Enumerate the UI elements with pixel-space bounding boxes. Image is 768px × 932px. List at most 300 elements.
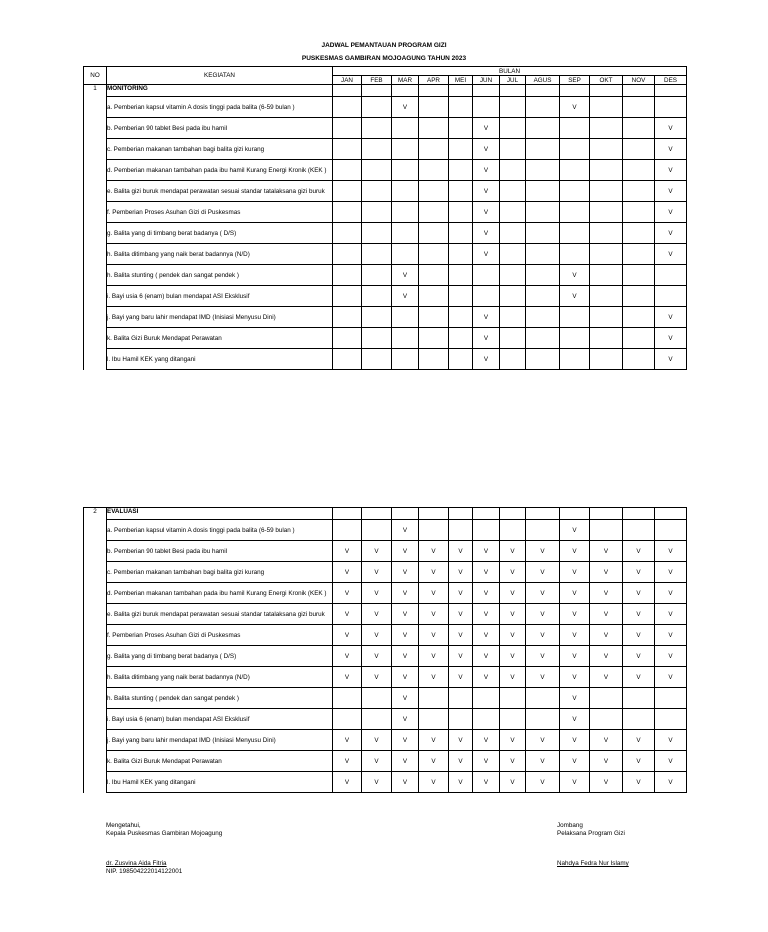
schedule-mark: V [362, 646, 392, 667]
schedule-mark: V [655, 541, 687, 562]
schedule-mark [500, 349, 526, 370]
schedule-mark [590, 118, 623, 139]
head-nip: NIP. 198504222014122001 [106, 868, 183, 875]
schedule-mark [392, 244, 419, 265]
schedule-mark: V [500, 604, 526, 625]
schedule-mark [449, 520, 473, 541]
schedule-mark [473, 520, 500, 541]
schedule-mark [419, 97, 449, 118]
schedule-mark [590, 139, 623, 160]
schedule-mark [392, 307, 419, 328]
schedule-mark [449, 160, 473, 181]
schedule-mark: V [362, 730, 392, 751]
schedule-mark: V [500, 646, 526, 667]
schedule-mark: V [560, 520, 590, 541]
schedule-mark: V [560, 97, 590, 118]
schedule-mark: V [392, 562, 419, 583]
schedule-mark: V [560, 709, 590, 730]
schedule-mark [449, 97, 473, 118]
schedule-mark [362, 118, 392, 139]
month-cell [623, 85, 655, 97]
schedule-mark: V [449, 751, 473, 772]
table-row [84, 139, 687, 160]
monitoring-table [83, 66, 687, 370]
row-number-cell [84, 286, 107, 307]
schedule-mark: V [655, 646, 687, 667]
schedule-mark [623, 520, 655, 541]
schedule-mark [500, 202, 526, 223]
schedule-mark [526, 160, 560, 181]
section-number: 1 [84, 85, 107, 97]
table-row [84, 307, 687, 328]
schedule-mark [500, 139, 526, 160]
schedule-mark: V [473, 562, 500, 583]
schedule-mark [473, 688, 500, 709]
schedule-mark: V [473, 646, 500, 667]
schedule-mark: V [362, 667, 392, 688]
schedule-mark: V [362, 604, 392, 625]
schedule-mark [560, 139, 590, 160]
activity-label: a. Pemberian kapsul vitamin A dosis tinggi pada balita (6-59 bulan ) [107, 520, 333, 541]
table-row [84, 520, 687, 541]
schedule-mark [392, 328, 419, 349]
schedule-mark: V [655, 583, 687, 604]
schedule-mark [362, 244, 392, 265]
schedule-mark [560, 181, 590, 202]
schedule-mark: V [590, 604, 623, 625]
schedule-mark: V [333, 667, 362, 688]
schedule-mark: V [392, 286, 419, 307]
schedule-mark: V [526, 604, 560, 625]
schedule-mark: V [333, 562, 362, 583]
schedule-mark [623, 307, 655, 328]
schedule-mark: V [419, 562, 449, 583]
schedule-mark: V [449, 604, 473, 625]
table-row [84, 688, 687, 709]
row-number-cell [84, 646, 107, 667]
schedule-mark: V [362, 625, 392, 646]
month-header: APR [419, 76, 449, 85]
month-cell [526, 508, 560, 520]
schedule-mark [526, 265, 560, 286]
schedule-mark [449, 349, 473, 370]
schedule-mark: V [392, 265, 419, 286]
schedule-mark [419, 181, 449, 202]
schedule-mark [590, 181, 623, 202]
schedule-mark [500, 181, 526, 202]
schedule-mark: V [333, 625, 362, 646]
month-header: JAN [333, 76, 362, 85]
schedule-mark [500, 223, 526, 244]
schedule-mark: V [473, 223, 500, 244]
row-number-cell [84, 751, 107, 772]
schedule-mark [419, 160, 449, 181]
schedule-mark: V [362, 772, 392, 793]
officer-title: Pelaksana Program Gizi [557, 830, 625, 837]
schedule-mark: V [655, 307, 687, 328]
schedule-mark: V [473, 772, 500, 793]
schedule-mark: V [655, 349, 687, 370]
schedule-mark [333, 160, 362, 181]
schedule-mark: V [473, 244, 500, 265]
activity-label: h. Balita ditimbang yang naik berat badannya (N/D) [107, 667, 333, 688]
month-header: OKT [590, 76, 623, 85]
schedule-mark [526, 118, 560, 139]
schedule-mark [590, 520, 623, 541]
month-cell [526, 85, 560, 97]
schedule-mark: V [526, 772, 560, 793]
schedule-mark [392, 223, 419, 244]
schedule-mark [473, 286, 500, 307]
schedule-mark: V [623, 646, 655, 667]
schedule-mark [419, 244, 449, 265]
column-header-no: NO [84, 67, 107, 85]
section-title: MONITORING [107, 85, 333, 97]
table-row [84, 202, 687, 223]
schedule-mark [449, 307, 473, 328]
schedule-mark [500, 328, 526, 349]
schedule-mark [333, 520, 362, 541]
month-cell [560, 85, 590, 97]
schedule-mark: V [560, 646, 590, 667]
schedule-mark [333, 328, 362, 349]
activity-label: j. Bayi yang baru lahir mendapat IMD (Inisiasi Menyusu Dini) [107, 307, 333, 328]
schedule-mark: V [526, 625, 560, 646]
schedule-mark: V [655, 139, 687, 160]
schedule-mark: V [590, 772, 623, 793]
schedule-mark: V [655, 202, 687, 223]
schedule-mark [655, 97, 687, 118]
month-cell [500, 85, 526, 97]
place-label: Jombang [557, 822, 583, 829]
schedule-mark: V [449, 562, 473, 583]
schedule-mark: V [590, 730, 623, 751]
schedule-mark [333, 202, 362, 223]
schedule-mark: V [419, 646, 449, 667]
schedule-mark: V [623, 541, 655, 562]
schedule-mark [362, 265, 392, 286]
schedule-mark [526, 688, 560, 709]
schedule-mark [623, 97, 655, 118]
schedule-mark [560, 160, 590, 181]
schedule-mark: V [590, 667, 623, 688]
schedule-mark: V [419, 541, 449, 562]
schedule-mark [560, 307, 590, 328]
schedule-mark: V [449, 646, 473, 667]
schedule-mark [623, 160, 655, 181]
activity-label: e. Balita gizi buruk mendapat perawatan sesuai standar tatalaksana gizi buruk [107, 181, 333, 202]
schedule-mark [623, 286, 655, 307]
document-subtitle: PUSKESMAS GAMBIRAN MOJOAGUNG TAHUN 2023 [301, 55, 467, 62]
activity-label: l. Ibu Hamil KEK yang ditangani [107, 349, 333, 370]
schedule-mark [500, 307, 526, 328]
schedule-mark: V [560, 265, 590, 286]
schedule-mark [362, 181, 392, 202]
schedule-mark [333, 118, 362, 139]
schedule-mark: V [392, 667, 419, 688]
schedule-mark: V [473, 541, 500, 562]
schedule-mark [333, 265, 362, 286]
table-row [84, 349, 687, 370]
schedule-mark: V [590, 625, 623, 646]
row-number-cell [84, 118, 107, 139]
section-header-row [84, 85, 687, 97]
schedule-mark [655, 520, 687, 541]
row-number-cell [84, 562, 107, 583]
row-number-cell [84, 307, 107, 328]
schedule-mark [590, 328, 623, 349]
schedule-mark: V [500, 583, 526, 604]
schedule-mark: V [655, 244, 687, 265]
schedule-mark: V [333, 541, 362, 562]
column-header-kegiatan: KEGIATAN [107, 67, 333, 85]
schedule-mark [560, 118, 590, 139]
schedule-mark [623, 328, 655, 349]
row-number-cell [84, 97, 107, 118]
schedule-mark: V [623, 751, 655, 772]
schedule-mark: V [560, 286, 590, 307]
schedule-mark [449, 181, 473, 202]
evaluasi-table [83, 507, 687, 793]
table-row [84, 604, 687, 625]
month-cell [473, 85, 500, 97]
schedule-mark: V [500, 541, 526, 562]
schedule-mark: V [500, 625, 526, 646]
table-row [84, 541, 687, 562]
schedule-mark: V [560, 562, 590, 583]
schedule-mark [449, 286, 473, 307]
schedule-mark [560, 328, 590, 349]
table-row [84, 118, 687, 139]
schedule-mark [362, 520, 392, 541]
schedule-mark [526, 244, 560, 265]
schedule-mark: V [473, 349, 500, 370]
row-number-cell [84, 604, 107, 625]
schedule-mark: V [392, 730, 419, 751]
month-header: AGUS [526, 76, 560, 85]
month-header: SEP [560, 76, 590, 85]
month-cell [333, 508, 362, 520]
schedule-mark [473, 97, 500, 118]
schedule-mark: V [419, 730, 449, 751]
activity-label: a. Pemberian kapsul vitamin A dosis tinggi pada balita (6-59 bulan ) [107, 97, 333, 118]
schedule-mark [449, 328, 473, 349]
section-title: EVALUASI [107, 508, 333, 520]
row-number-cell [84, 688, 107, 709]
table-row [84, 751, 687, 772]
activity-label: l. Ibu Hamil KEK yang ditangani [107, 772, 333, 793]
schedule-mark [590, 349, 623, 370]
schedule-mark [419, 349, 449, 370]
schedule-mark [526, 181, 560, 202]
schedule-mark [500, 520, 526, 541]
schedule-mark [623, 709, 655, 730]
row-number-cell [84, 730, 107, 751]
schedule-mark [500, 286, 526, 307]
schedule-mark: V [419, 667, 449, 688]
month-cell [560, 508, 590, 520]
acknowledged-label: Mengetahui, [106, 822, 141, 829]
schedule-mark: V [623, 604, 655, 625]
schedule-mark [449, 265, 473, 286]
schedule-mark: V [473, 730, 500, 751]
month-cell [590, 85, 623, 97]
schedule-mark: V [526, 541, 560, 562]
table-row [84, 244, 687, 265]
activity-label: d. Pemberian makanan tambahan pada ibu hamil Kurang Energi Kronik (KEK ) [107, 160, 333, 181]
row-number-cell [84, 265, 107, 286]
schedule-mark [623, 139, 655, 160]
row-number-cell [84, 349, 107, 370]
schedule-mark: V [623, 562, 655, 583]
schedule-mark [392, 181, 419, 202]
schedule-mark: V [473, 118, 500, 139]
schedule-mark [526, 709, 560, 730]
schedule-mark [362, 307, 392, 328]
activity-label: b. Pemberian 90 tablet Besi pada ibu hamil [107, 118, 333, 139]
schedule-mark [419, 265, 449, 286]
month-cell [500, 508, 526, 520]
schedule-mark: V [500, 667, 526, 688]
table-row [84, 730, 687, 751]
schedule-mark [333, 688, 362, 709]
schedule-mark: V [392, 772, 419, 793]
schedule-mark: V [560, 604, 590, 625]
schedule-mark [623, 202, 655, 223]
section-number: 2 [84, 508, 107, 520]
activity-label: k. Balita Gizi Buruk Mendapat Perawatan [107, 751, 333, 772]
activity-label: i. Bayi usia 6 (enam) bulan mendapat ASI Eksklusif [107, 709, 333, 730]
activity-label: h. Balita ditimbang yang naik berat badannya (N/D) [107, 244, 333, 265]
schedule-mark [500, 688, 526, 709]
schedule-mark [362, 688, 392, 709]
schedule-mark: V [623, 667, 655, 688]
activity-label: b. Pemberian 90 tablet Besi pada ibu hamil [107, 541, 333, 562]
schedule-mark: V [560, 667, 590, 688]
schedule-mark: V [623, 583, 655, 604]
schedule-mark: V [655, 667, 687, 688]
schedule-mark [392, 139, 419, 160]
activity-label: i. Bayi usia 6 (enam) bulan mendapat ASI Eksklusif [107, 286, 333, 307]
row-number-cell [84, 160, 107, 181]
schedule-mark: V [655, 625, 687, 646]
row-number-cell [84, 139, 107, 160]
schedule-mark [526, 328, 560, 349]
schedule-mark: V [500, 772, 526, 793]
schedule-mark: V [392, 751, 419, 772]
schedule-mark [392, 202, 419, 223]
schedule-mark [419, 688, 449, 709]
schedule-mark: V [419, 604, 449, 625]
schedule-mark: V [362, 751, 392, 772]
schedule-mark: V [623, 730, 655, 751]
schedule-mark: V [623, 772, 655, 793]
schedule-mark: V [392, 709, 419, 730]
row-number-cell [84, 667, 107, 688]
activity-label: c. Pemberian makanan tambahan bagi balita gizi kurang [107, 139, 333, 160]
schedule-mark [333, 139, 362, 160]
schedule-mark: V [449, 625, 473, 646]
schedule-mark: V [560, 541, 590, 562]
schedule-mark [449, 688, 473, 709]
schedule-mark [590, 223, 623, 244]
schedule-mark: V [419, 583, 449, 604]
schedule-mark: V [392, 604, 419, 625]
month-cell [655, 85, 687, 97]
schedule-mark [473, 265, 500, 286]
month-header: JUN [473, 76, 500, 85]
row-number-cell [84, 244, 107, 265]
table-row [84, 160, 687, 181]
activity-label: h. Balita stunting ( pendek dan sangat pendek ) [107, 265, 333, 286]
signature-right [557, 822, 629, 868]
schedule-mark [362, 160, 392, 181]
schedule-mark: V [655, 604, 687, 625]
schedule-mark [419, 118, 449, 139]
schedule-mark [333, 181, 362, 202]
month-cell [473, 508, 500, 520]
head-name: dr. Zusvina Aida Fitria [106, 860, 167, 867]
schedule-mark: V [419, 751, 449, 772]
schedule-mark [333, 286, 362, 307]
schedule-mark: V [560, 625, 590, 646]
schedule-mark [526, 286, 560, 307]
activity-label: c. Pemberian makanan tambahan bagi balita gizi kurang [107, 562, 333, 583]
month-header: MAR [392, 76, 419, 85]
schedule-mark: V [362, 583, 392, 604]
activity-label: h. Balita stunting ( pendek dan sangat pendek ) [107, 688, 333, 709]
signature-left [106, 822, 222, 876]
table-row [84, 265, 687, 286]
schedule-mark [419, 307, 449, 328]
schedule-mark: V [449, 730, 473, 751]
schedule-mark: V [449, 541, 473, 562]
schedule-mark: V [362, 562, 392, 583]
schedule-mark [362, 286, 392, 307]
schedule-mark [333, 97, 362, 118]
schedule-mark: V [333, 730, 362, 751]
month-header: FEB [362, 76, 392, 85]
schedule-mark [526, 307, 560, 328]
officer-name: Nahdya Fedra Nur Islamy [557, 860, 629, 867]
schedule-mark: V [560, 688, 590, 709]
month-header: MEI [449, 76, 473, 85]
schedule-mark [362, 349, 392, 370]
schedule-mark [362, 328, 392, 349]
schedule-mark: V [333, 604, 362, 625]
table-row [84, 646, 687, 667]
schedule-mark [623, 688, 655, 709]
schedule-mark: V [590, 751, 623, 772]
schedule-mark: V [392, 625, 419, 646]
schedule-mark [500, 97, 526, 118]
schedule-mark: V [500, 751, 526, 772]
schedule-mark: V [392, 520, 419, 541]
schedule-mark [590, 286, 623, 307]
activity-label: f. Pemberian Proses Asuhan Gizi di Puskesmas [107, 202, 333, 223]
schedule-mark [526, 139, 560, 160]
schedule-mark [655, 286, 687, 307]
schedule-mark: V [526, 562, 560, 583]
schedule-mark [500, 265, 526, 286]
table-row [84, 181, 687, 202]
schedule-mark [526, 223, 560, 244]
month-cell [392, 85, 419, 97]
schedule-mark: V [655, 223, 687, 244]
schedule-mark [500, 118, 526, 139]
schedule-mark [655, 709, 687, 730]
schedule-mark [392, 160, 419, 181]
